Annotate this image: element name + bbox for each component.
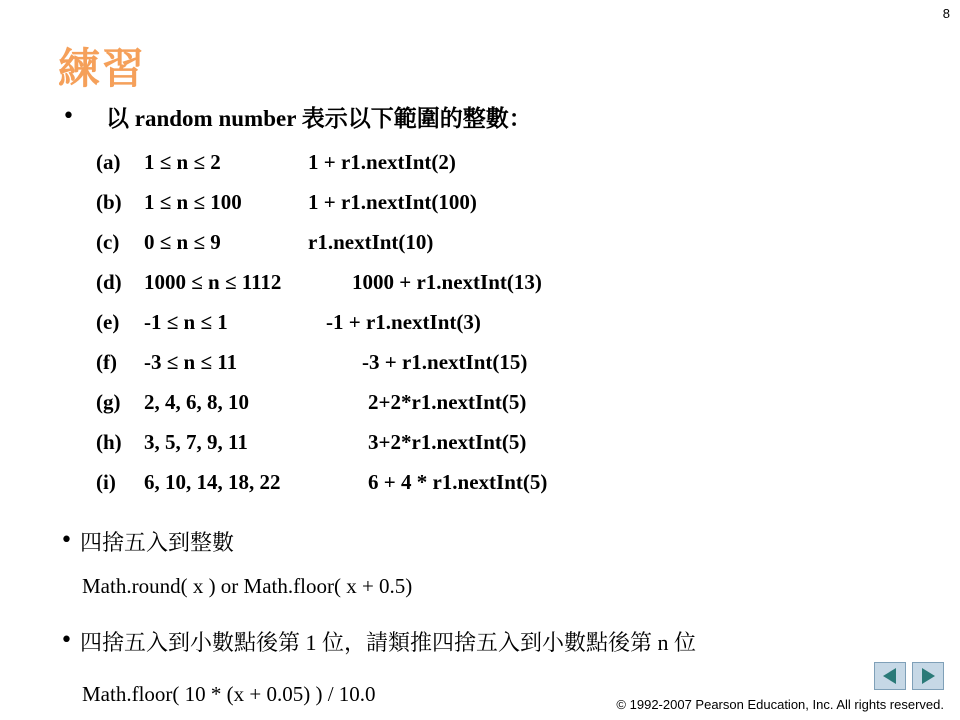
exercise-range: 3, 5, 7, 9, 11 — [144, 430, 248, 454]
exercise-range: 2, 4, 6, 8, 10 — [144, 390, 249, 414]
exercise-tag: (e) — [96, 310, 120, 334]
exercise-range: 0 ≤ n ≤ 9 — [144, 230, 221, 254]
page-number: 8 — [942, 6, 950, 21]
exercise-expression: -1 + r1.nextInt(3) — [326, 310, 481, 334]
exercise-expression: r1.nextInt(10) — [308, 230, 434, 254]
exercise-tag: (h) — [96, 430, 122, 454]
copyright-notice — [616, 697, 944, 712]
decimal-rounding-text: 位，請類推四捨五入到小數點後第 — [322, 631, 653, 656]
exercise-expression: 3+2*r1.nextInt(5) — [368, 430, 527, 454]
exercise-range: -3 ≤ n ≤ 11 — [144, 350, 238, 374]
exercise-expression: 1 + r1.nextInt(100) — [308, 190, 477, 214]
previous-slide-button[interactable] — [874, 662, 906, 690]
decimal-rounding-bullet: • — [60, 628, 73, 653]
exercise-tag: (f) — [96, 350, 117, 374]
exercise-range: 6, 10, 14, 18, 22 — [144, 470, 281, 494]
rounding-heading: 四捨五入到整數 — [80, 531, 235, 556]
triangle-left-icon — [880, 666, 900, 686]
intro-heading: 以 random number 表示以下範圍的整數： — [106, 106, 532, 131]
decimal-rounding-number: 1 — [300, 630, 323, 655]
next-slide-button[interactable] — [912, 662, 944, 690]
decimal-rounding-code: Math.floor( 10 * (x + 0.05) ) / 10.0 — [82, 682, 376, 706]
exercise-range: 1 ≤ n ≤ 100 — [144, 190, 242, 214]
exercise-tag: (g) — [96, 390, 121, 414]
exercise-expression: 1000 + r1.nextInt(13) — [352, 270, 542, 294]
slide-title: 練習 — [58, 44, 147, 93]
exercise-tag: (i) — [96, 470, 116, 494]
exercise-expression: 1 + r1.nextInt(2) — [308, 150, 456, 174]
rounding-code: Math.round( x ) or Math.floor( x + 0.5) — [82, 574, 413, 598]
exercise-range: 1000 ≤ n ≤ 1112 — [144, 270, 282, 294]
exercise-expression: 2+2*r1.nextInt(5) — [368, 390, 527, 414]
exercise-range: 1 ≤ n ≤ 2 — [144, 150, 221, 174]
decimal-rounding-number: n — [652, 630, 675, 655]
exercise-expression: 6 + 4 * r1.nextInt(5) — [368, 470, 548, 494]
copyright-symbol: © — [616, 697, 627, 712]
triangle-right-icon — [918, 666, 938, 686]
decimal-rounding-text: 四捨五入到小數點後第 — [80, 631, 301, 656]
copyright-text: 1992-2007 Pearson Education, Inc. All rights reserved. — [629, 697, 944, 712]
intro-bullet: • — [62, 104, 75, 129]
exercise-tag: (d) — [96, 270, 122, 294]
decimal-rounding-text: 位 — [674, 631, 697, 656]
exercise-tag: (c) — [96, 230, 120, 254]
exercise-expression: -3 + r1.nextInt(15) — [362, 350, 528, 374]
decimal-rounding-heading — [80, 626, 696, 657]
exercise-range: -1 ≤ n ≤ 1 — [144, 310, 228, 334]
rounding-bullet: • — [60, 528, 73, 553]
exercise-tag: (a) — [96, 150, 121, 174]
exercise-tag: (b) — [96, 190, 122, 214]
